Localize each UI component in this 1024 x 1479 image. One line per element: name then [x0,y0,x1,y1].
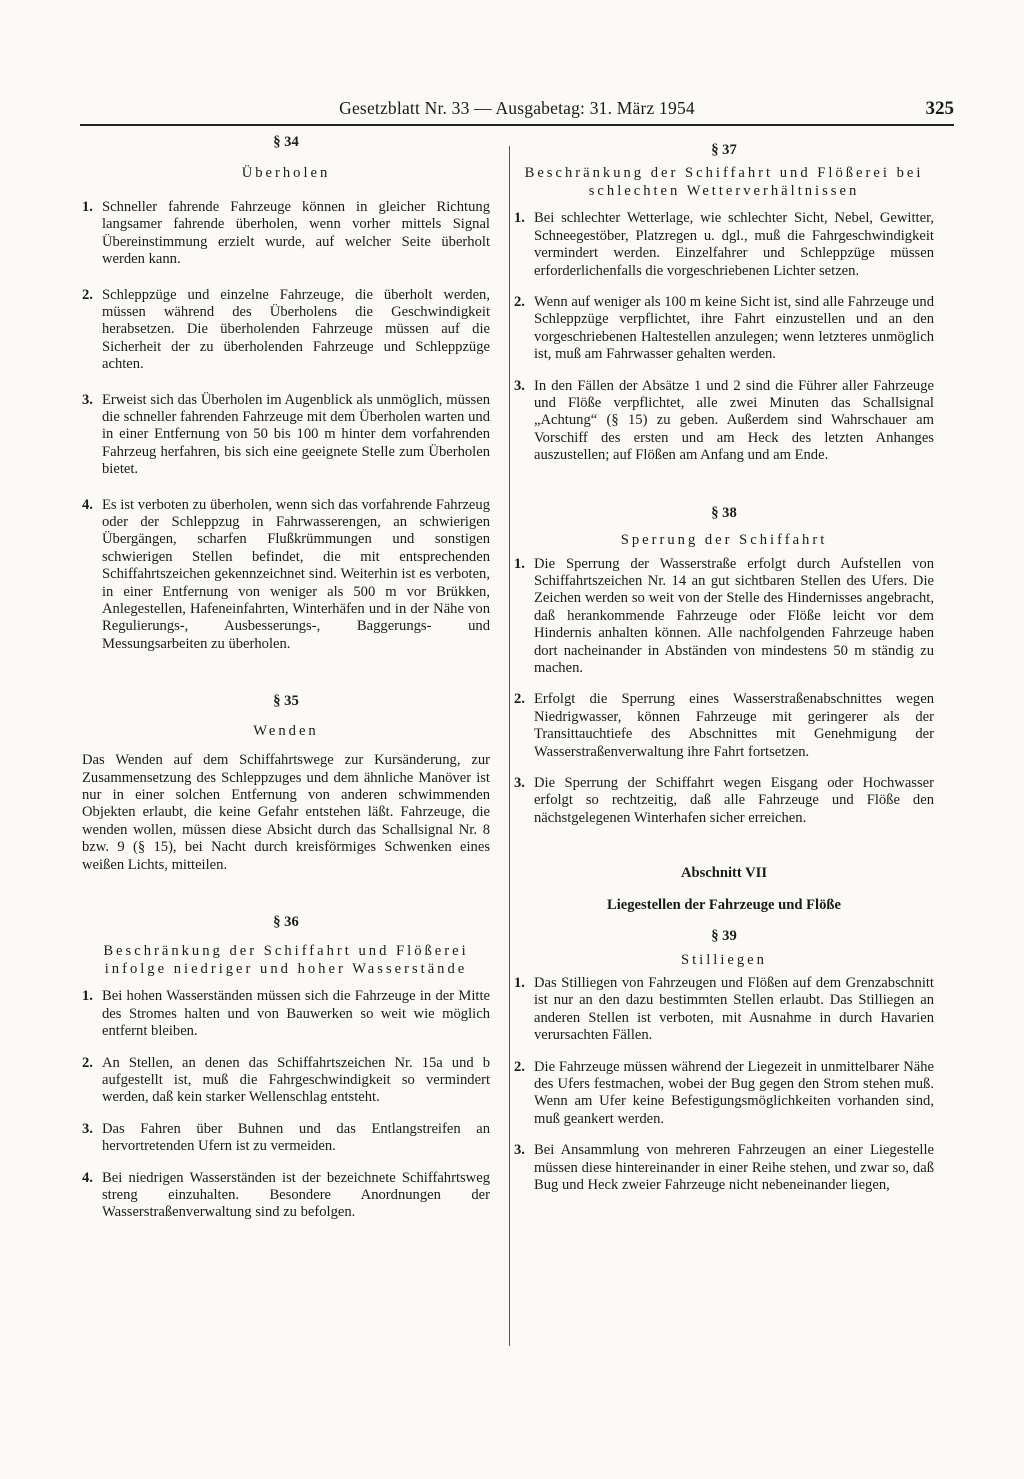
paragraph-number: 2. [514,1058,525,1075]
section-title-34: Überholen [241,165,331,182]
paragraph-number: 3. [514,1142,525,1159]
paragraph-text: In den Fällen der Absätze 1 und 2 sind die Führer aller Fahrzeuge und Flöße verpflichtet, alle zwei Minuten das Schallsignal „Achtung“ (§ 15) zu geben. Außerdem sind Wahrschauer am Vorschiff des ersten und am Heck des letzten Anhanges auszustellen; auf Flößen am Anfang und am Ende. [534,377,934,464]
paragraph [514,294,934,364]
paragraph-number: 1. [82,988,93,1005]
paragraph [82,497,490,654]
paragraph-text: Bei Ansammlung von mehreren Fahrzeugen an einer Liegestelle müssen diese hintereinander in einer Reihe stehen, und zwar so, daß Bug und Heck zweier Fahrzeuge nicht nebeneinander liegen, [534,1142,934,1194]
paragraph-number: 1. [514,975,525,991]
section-number-37: § 37 [711,142,737,158]
paragraph-text: Die Sperrung der Wasserstraße erfolgt durch Aufstellen von Schiffahrtszeichen Nr. 14 an gut sichtbaren Stellen des Ufers. Die Zeichen werden so weit von der Stelle des Hindernisses angebracht, daß herankommende Fahrzeuge oder Flöße leicht vor dem Hindernis anhalten können. Alle nachfolgenden Fahrzeuge haben dort nacheinander in Abständen von mindestens 50 m ständig zu machen. [534,555,934,677]
paragraph [82,199,490,269]
section-title-35: Wenden [253,722,319,739]
section-text-35: Das Wenden auf dem Schiffahrtswege zur Kursänderung, zur Zusammensetzung des Schleppzuges und dem ähnliche Manöver ist nur in einer solchen Entfernung von anderen schwimmenden Objekten erlaubt, die keine Gefahr entstehen läßt. Fahrzeuge, die wenden wollen, müssen diese Absicht durch das Schallsignal Nr. 8 bzw. 9 (§ 15), bei Nacht durch kreisförmiges Schwenken eines weißen Lichts, mitteilen. [82,752,490,873]
abschnitt-number: Abschnitt VII [680,865,768,882]
paragraph-number: 2. [514,691,525,708]
page-header [80,98,954,124]
paragraph-text: Die Sperrung der Schiffahrt wegen Eisgang oder Hochwasser erfolgt so rechtzeitig, daß alle Fahrzeuge und Flöße den nächstgelegenen Winterhafen sicher erreichen. [534,775,934,826]
paragraph-number: 2. [514,294,525,311]
paragraph-number: 2. [82,286,93,303]
paragraph-number: 4. [82,496,93,513]
paragraph-text: Bei hohen Wasserständen müssen sich die Fahrzeuge in der Mitte des Stromes halten und von Bauwerken so weit wie möglich entfernt bleiben. [102,988,490,1040]
paragraph-number: 3. [82,391,93,408]
paragraph-text: Es ist verboten zu überholen, wenn sich das vorfahrende Fahrzeug oder der Schleppzug in Fahrwasserengen, an schwierigen Übergängen, scharfen Flußkrümmungen und sonstigen schwierigen Stellen befindet, die mit entsprechenden Schiffahrtszeichen gekennzeichnet sind. Weiterhin ist es verboten, in einer Entfernung von weniger als 500 m vor Brükken, Anlegestellen, Hafeneinfahrten, Winterhäfen und in der Nähe von Regulierungs-, Ausbesserungs-, Baggerungs- und Messungsarbeiten zu überholen. [102,496,490,652]
section-number-34: § 34 [273,134,299,150]
paragraph-text: Schneller fahrende Fahrzeuge können in gleicher Richtung langsamer fahrende überholen, wenn vorher mittels Signal Übereinstimmung erzielt wurde, auf welcher Seite überholt werden kann. [102,198,490,268]
paragraph [82,1170,490,1222]
paragraph-text: Wenn auf weniger als 100 m keine Sicht ist, sind alle Fahrzeuge und Schleppzüge verpflichtet, ihre Fahrt einzustellen und an den vorgeschriebenen Haltestellen anzulegen; wenn letzteres unmöglich ist, muß am Fahrwasser gehalten werden. [534,294,934,363]
header-rule [80,124,954,126]
header-title: Gesetzblatt Nr. 33 — Ausgabetag: 31. März 1954 [339,98,695,118]
section-number-35: § 35 [273,693,299,710]
paragraph [514,975,934,1045]
section-title-36: Beschränkung der Schiffahrt und Flößerei infolge niedriger und hoher Wasserstände [103,943,469,977]
paragraph-text: Bei schlechter Wetterlage, wie schlechter Sicht, Nebel, Gewitter, Schneegestöber, Platzregen u. dgl., muß die Fahrgeschwindigkeit vermindert werden. Einzelfahrer und Schleppzüge müssen erforderlichenfalls die vorgeschriebenen Lichter setzen. [534,210,934,279]
paragraph-number: 1. [514,555,525,572]
paragraph-text: An Stellen, an denen das Schiffahrtszeichen Nr. 15a und b aufgestellt ist, muß die Fahrgeschwindigkeit so vermindert werden, daß kein starker Wellenschlag entsteht. [102,1054,490,1106]
paragraph [82,988,490,1040]
paragraph-text: Erweist sich das Überholen im Augenblick als unmöglich, müssen die schneller fahrenden Fahrzeuge mit dem Überholen warten und in einer Entfernung von 50 bis 100 m hinter dem vorfahrenden Fahrzeug herfahren, bis sich eine geeignete Stelle zum Überholen bietet. [102,391,490,478]
paragraph [514,1059,934,1129]
paragraph-number: 3. [82,1120,93,1137]
right-column [514,134,934,1194]
paragraph-text: Schleppzüge und einzelne Fahrzeuge, die überholt werden, müssen während des Überholens die Geschwindigkeit herabsetzen. Die überholenden Fahrzeuge müssen auf die Sicherheit der zu überholenden Fahrzeuge und Schleppzüge achten. [102,286,490,373]
paragraph-text: Die Fahrzeuge müssen während der Liegezeit in unmittelbarer Nähe des Ufers festmachen, wobei der Bug gegen den Strom stehen muß. Wenn am Ufer keine Befestigungsmöglichkeiten vorhanden sind, muß geankert werden. [534,1058,934,1127]
section-number-38: § 38 [711,504,737,521]
paragraph-number: 3. [514,775,525,792]
section-title-38: Sperrung der Schiffahrt [620,532,828,549]
paragraph [514,210,934,280]
paragraph-text: Erfolgt die Sperrung eines Wasserstraßenabschnittes wegen Niedrigwasser, können Fahrzeuge mit geringerer als der Transittauchtiefe des Abschnittes mit Genehmigung der Wasserstraßenverwaltung ihre Fahrt fortsetzen. [534,691,934,760]
paragraph-text: Das Fahren über Buhnen und das Entlangstreifen an hervortretenden Ufern ist zu vermeiden. [102,1120,490,1155]
paragraph-number: 1. [82,198,93,215]
paragraph-number: 3. [514,377,525,394]
paragraph-number: 2. [82,1054,93,1071]
paragraph [514,691,934,761]
paragraph [514,378,934,465]
paragraph-text: Das Stilliegen von Fahrzeugen und Flößen auf dem Grenzabschnitt ist nur an den dazu bestimmten Stellen erlaubt. Das Stilliegen an anderen Stellen ist verboten, mit Ausnahme in durch Havarien verursachten Fällen. [534,975,934,1044]
section-number-39: § 39 [711,928,737,945]
paragraph [82,392,490,479]
page-number: 325 [925,98,954,119]
section-title-39: Stilliegen [681,951,767,968]
paragraph [514,1142,934,1194]
column-divider [509,146,510,1346]
paragraph-text: Bei niedrigen Wasserständen ist der bezeichnete Schiffahrtsweg streng einzuhalten. Besondere Anordnungen der Wasserstraßenverwaltung sind zu befolgen. [102,1169,490,1221]
paragraph-number: 1. [514,210,525,227]
paragraph [82,1055,490,1107]
left-column [82,134,490,1222]
paragraph [82,287,490,374]
section-number-36: § 36 [273,914,299,930]
section-title-37: Beschränkung der Schiffahrt und Flößerei bei schlechten Wetterverhältnissen [524,165,924,199]
abschnitt-title: Liegestellen der Fahrzeuge und Flöße [606,896,842,913]
paragraph-number: 4. [82,1169,93,1186]
paragraph [514,556,934,678]
paragraph [82,1121,490,1156]
paragraph [514,775,934,827]
